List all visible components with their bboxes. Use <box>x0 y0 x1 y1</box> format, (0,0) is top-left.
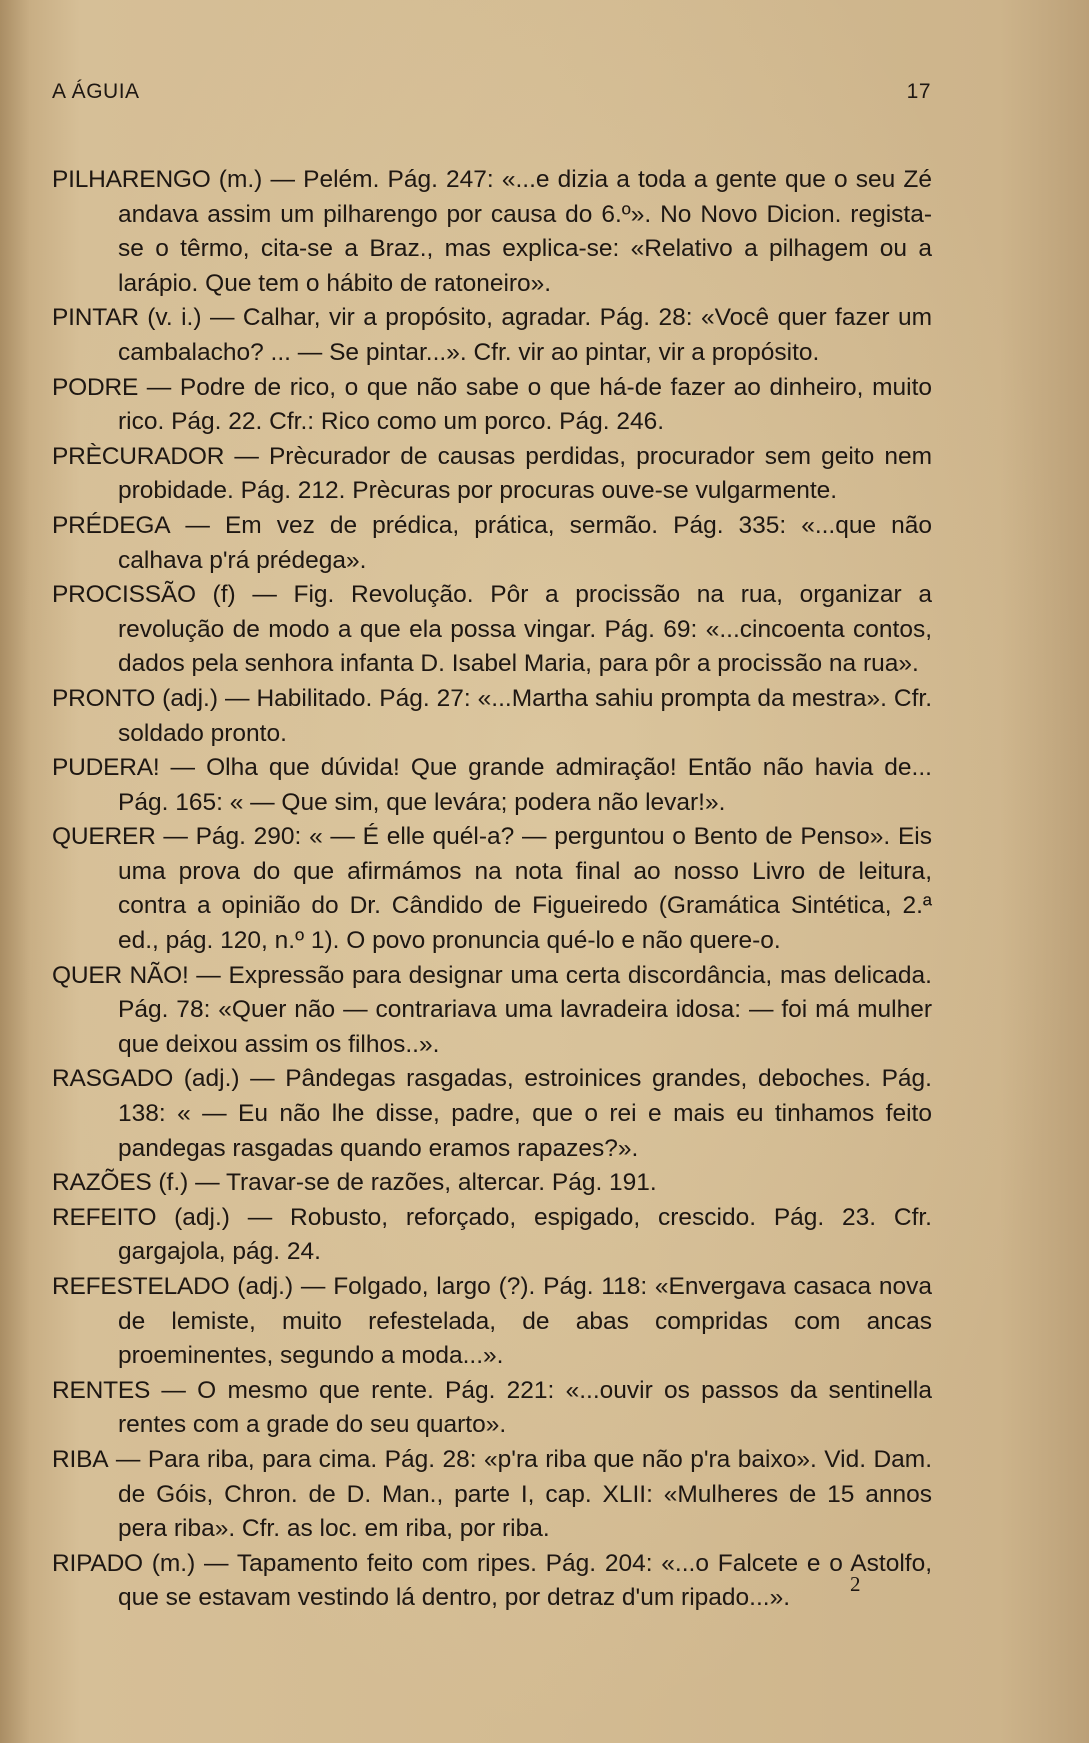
entry-grammar: (adj.) <box>237 1273 294 1300</box>
glossary-entry <box>52 1166 932 1201</box>
glossary-entry <box>52 163 932 301</box>
entry-separator: — <box>195 1549 237 1577</box>
entry-separator: — <box>293 1273 334 1300</box>
glossary-entry <box>52 1270 932 1374</box>
glossary-entry <box>52 509 932 578</box>
entry-separator: — <box>239 1065 286 1093</box>
entry-headword: PINTAR <box>52 304 139 332</box>
entry-definition: Prècurador de causas perdidas, procurador sem geito nem probidade. Pág. 212. Prècuras por procuras ouve-se vulgarmente. <box>118 442 932 505</box>
entry-headword: QUER NÃO! <box>52 961 189 989</box>
entry-separator: — <box>201 304 243 332</box>
entry-headword: RAZÕES <box>52 1169 152 1197</box>
glossary-entry <box>52 1443 932 1547</box>
glossary-entry <box>52 301 932 370</box>
entry-headword: PILHARENGO <box>52 166 211 193</box>
entry-definition: Tapamento feito com ripes. Pág. 204: «...o Falcete e o Astolfo, que se estavam vestindo lá dentro, por detraz d'um ripado...». <box>118 1549 933 1612</box>
entry-definition: Folgado, largo (?). Pág. 118: «Envergava casaca nova de lemiste, muito refestelada, de abas compridas com ancas proeminentes, segundo a moda...». <box>118 1273 932 1370</box>
entry-separator: — <box>155 823 196 851</box>
entry-headword: PODRE <box>52 373 139 401</box>
entry-definition: O mesmo que rente. Pág. 221: «...ouvir os passos da sentinella rentes com a grade do seu quarto». <box>118 1376 932 1439</box>
entry-headword: QUERER <box>52 823 156 851</box>
entry-headword: RENTES <box>52 1376 151 1404</box>
glossary-entry <box>52 1062 932 1166</box>
entry-definition: Expressão para designar uma certa discordância, mas delicada. Pág. 78: «Quer não — contrariava uma lavradeira idosa: — foi má mulher que deixou assim os filhos..». <box>118 961 932 1058</box>
entry-headword: PRÈCURADOR <box>52 442 225 470</box>
entry-headword: PROCISSÃO <box>52 581 196 609</box>
entry-definition: Calhar, vir a propósito, agradar. Pág. 28: «Você quer fazer um cambalacho? ... — Se pintar...». Cfr. vir ao pintar, vir a propósito. <box>118 304 932 366</box>
entry-definition: Olha que dúvida! Que grande admiração! Então não havia de... Pág. 165: « — Que sim, que levára; podera não levar!». <box>118 754 932 816</box>
entry-separator: — <box>224 442 269 470</box>
entry-grammar: (adj.) <box>162 684 218 712</box>
glossary-entry <box>52 578 932 682</box>
entry-definition: Fig. Revolução. Pôr a procissão na rua, organizar a revolução de modo a que ela possa vingar. Pág. 69: «...cincoenta contos, dados pela senhora infanta D. Isabel Maria, para pôr a procissão na rua». <box>118 581 933 678</box>
entry-definition: Robusto, reforçado, espigado, crescido. Pág. 23. Cfr. gargajola, pág. 24. <box>118 1203 932 1266</box>
glossary-entry <box>52 682 932 751</box>
entry-separator: — <box>188 1169 226 1197</box>
entry-headword: PRÉDEGA <box>52 511 171 539</box>
signature-mark: 2 <box>850 1572 861 1596</box>
entry-separator: — <box>159 754 207 782</box>
glossary-entry <box>52 1201 932 1270</box>
entry-headword: RASGADO <box>52 1065 174 1093</box>
entry-definition: Podre de rico, o que não sabe o que há-de fazer ao dinheiro, muito rico. Pág. 22. Cfr.: Rico como um porco. Pág. 246. <box>118 373 932 436</box>
entry-grammar: (adj.) <box>174 1203 230 1231</box>
running-header <box>52 80 931 110</box>
glossary-entry <box>52 1547 932 1616</box>
journal-title: A ÁGUIA <box>52 80 140 103</box>
entry-definition: Pág. 290: « — É elle quél-a? — perguntou o Bento de Penso». Eis uma prova do que afirmámos na nota final ao nosso Livro de leitura, contra a opinião do Dr. Cândido de Figueiredo (Gramática Sintética, 2.ª ed., pág. 120, n.º 1). O povo pronuncia qué-lo e não quere-o. <box>118 823 932 955</box>
entry-headword: REFESTELADO <box>52 1273 230 1300</box>
entry-grammar: (adj.) <box>183 1065 240 1093</box>
entry-headword: PUDERA! <box>52 754 160 782</box>
entry-grammar: (f) <box>212 581 236 609</box>
entry-separator: — <box>235 581 294 609</box>
entry-separator: — <box>150 1376 198 1404</box>
entry-grammar: (f.) <box>158 1169 189 1197</box>
entry-grammar: (m.) <box>151 1549 196 1577</box>
entry-separator: — <box>218 684 257 712</box>
entry-definition: Pelém. Pág. 247: «...e dizia a toda a gente que o seu Zé andava assim um pilharengo por causa do 6.º». No Novo Dicion. regista-se o têrmo, cita-se a Braz., mas explica-se: «Relativo a pilhagem ou a larápio. Que tem o hábito de ratoneiro». <box>118 166 932 297</box>
entry-separator: — <box>170 511 225 539</box>
entry-headword: REFEITO <box>52 1203 157 1231</box>
glossary-entry <box>52 959 932 1063</box>
entry-separator: — <box>229 1203 291 1231</box>
entry-definition: Em vez de prédica, prática, sermão. Pág. 335: «...que não calhava p'rá prédega». <box>118 511 932 574</box>
entry-definition: Pândegas rasgadas, estroinices grandes, deboches. Pág. 138: « — Eu não lhe disse, padre, que o rei e mais eu tinhamos feito pandegas rasgadas quando eramos rapazes?». <box>118 1065 932 1162</box>
entry-headword: PRONTO <box>52 684 156 712</box>
entry-definition: Travar-se de razões, altercar. Pág. 191. <box>225 1169 657 1197</box>
glossary-entry <box>52 440 932 509</box>
entry-separator: — <box>188 961 229 989</box>
entry-grammar: (v. i.) <box>147 304 202 332</box>
glossary-entry <box>52 371 932 440</box>
entry-separator: — <box>262 166 304 193</box>
glossary-entry <box>52 820 932 958</box>
glossary-entry <box>52 751 932 820</box>
glossary-entry <box>52 1374 932 1443</box>
entry-separator: — <box>138 373 180 401</box>
page-number: 17 <box>906 80 931 103</box>
entry-headword: RIPADO <box>52 1549 143 1577</box>
glossary-entries <box>52 163 932 1616</box>
entry-separator: — <box>108 1445 148 1473</box>
entry-grammar: (m.) <box>218 166 263 193</box>
entry-definition: Habilitado. Pág. 27: «...Martha sahiu prompta da mestra». Cfr. soldado pronto. <box>118 684 933 747</box>
entry-definition: Para riba, para cima. Pág. 28: «p'ra riba que não p'ra baixo». Vid. Dam. de Góis, Chron. de D. Man., parte I, cap. XLII: «Mulheres de 15 annos pera riba». Cfr. as loc. em riba, por riba. <box>118 1445 932 1543</box>
entry-headword: RIBA <box>52 1445 109 1473</box>
